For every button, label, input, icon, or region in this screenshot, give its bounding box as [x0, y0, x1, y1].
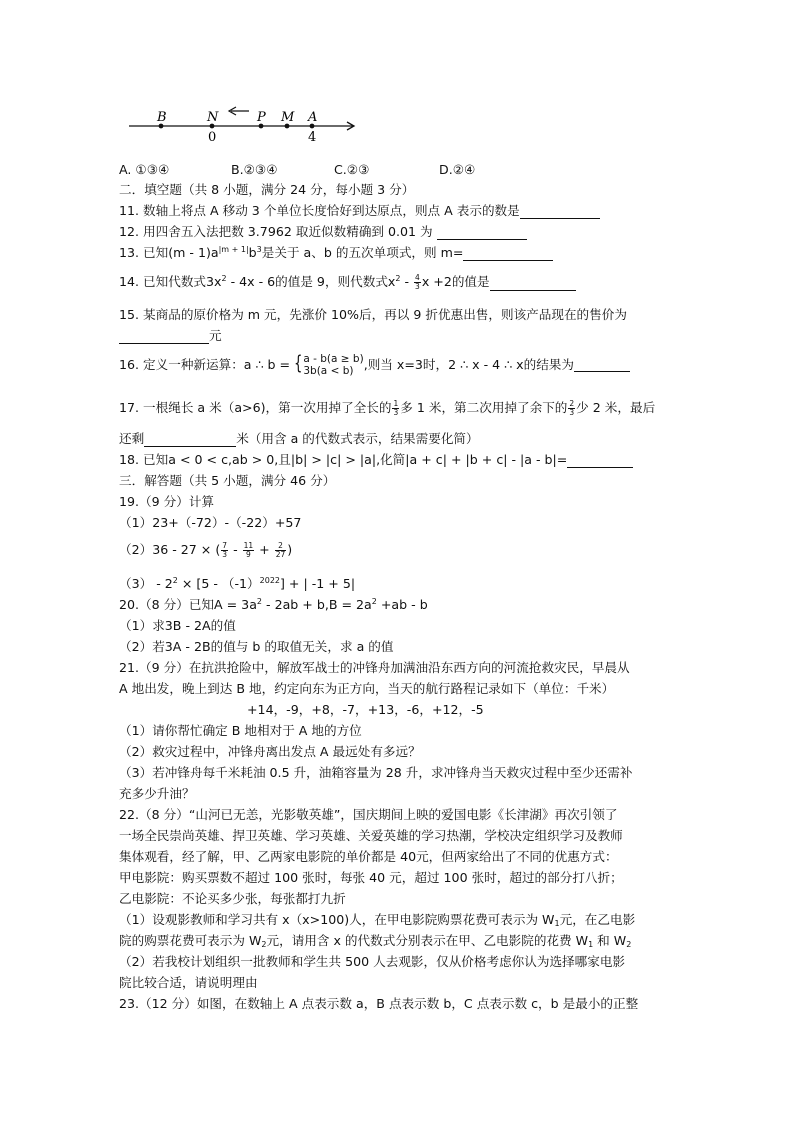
- q13-post: 是关于 a、b 的五次单项式，则 m=: [261, 245, 464, 260]
- tick-zero: 0: [208, 130, 217, 145]
- q14-post: x +2的值是: [421, 274, 490, 289]
- question-21-part2: （2）救灾过程中，冲锋舟离出发点 A 最远处有多远？: [119, 744, 421, 759]
- question-20-part1: （1）求3B - 2A的值: [119, 618, 236, 633]
- q19-f1-den: 3: [222, 550, 228, 559]
- q19-op1: -: [229, 542, 242, 557]
- q12-answer-blank[interactable]: [437, 227, 527, 240]
- q17-f1-den: 3: [393, 408, 399, 417]
- q20-title-pre: 20.（8 分）已知A = 3a: [119, 597, 257, 612]
- q14-answer-blank[interactable]: [490, 278, 576, 291]
- q22-sub-3: 1: [588, 940, 594, 949]
- q13-b: b: [248, 245, 257, 260]
- question-19-part1: （1）23+（-72）-（-22）+57: [119, 515, 302, 530]
- question-19-title: 19.（9 分）计算: [119, 494, 215, 509]
- question-22-line1: 22.（8 分）“山河已无恙，光影敬英雄”，国庆期间上映的爱国电影《长津湖》再次引领了: [119, 807, 618, 822]
- question-21-part3-line2: 充多少升油？: [119, 786, 195, 801]
- q22-p1-line1-end: 元，在乙电影: [559, 912, 636, 927]
- q19-fraction-2: [243, 542, 255, 559]
- question-21-part3-line1: （3）若冲锋舟每千米耗油 0.5 升，油箱容量为 28 升，求冲锋舟当天救灾过程中至少还需补: [119, 765, 633, 780]
- q19-p3-post: ] + | -1 + 5|: [280, 576, 356, 591]
- question-11: [119, 203, 600, 219]
- question-18: [119, 452, 633, 468]
- q15-answer-blank[interactable]: [119, 331, 209, 344]
- question-20-title: [119, 597, 428, 613]
- q17-line2-pre: 还剩: [119, 431, 145, 446]
- q10-options: [119, 162, 476, 178]
- q22-p1-line2-pre: 院的购票花费可表示为 W: [119, 933, 262, 948]
- question-21-line2: A 地出发，晚上到达 B 地，约定向东为正方向，当天的航行路程记录如下（单位：千米）: [119, 681, 615, 696]
- question-22-part2-line2: 院比较合适，请说明理由: [119, 975, 258, 990]
- question-22-line3: 集体观看，经了解，甲、乙两家电影院的单价都是 40元，但两家给出了不同的优惠方式：: [119, 849, 618, 864]
- q19-f2-num: 11: [243, 541, 254, 550]
- label-p: P: [257, 110, 266, 125]
- question-22-part2-line1: （2）若我校计划组织一批教师和学生共 500 人去观影，仅从价格考虑你认为选择哪家电影: [119, 954, 626, 969]
- question-14: [119, 274, 576, 291]
- q22-sub-4: 2: [626, 940, 632, 949]
- q17-f2-num: 2: [569, 399, 575, 408]
- q17-f2-den: 3: [569, 408, 575, 417]
- question-17-line1: [119, 400, 655, 417]
- q17-f1-num: 1: [393, 399, 399, 408]
- q14-minus: -: [400, 274, 414, 289]
- q19-f1-num: 7: [222, 541, 228, 550]
- question-22-line4: 甲电影院：购买票数不超过 100 张时，每张 40 元，超过 100 张时，超过的部分打八折；: [119, 870, 623, 885]
- question-19-part3: [119, 576, 355, 592]
- q19-p2-pre: （2）36 - 27 × (: [119, 542, 221, 557]
- q13-exponent: |m + 1|: [218, 245, 249, 254]
- q20-title-mid: - 2ab + b,B = 2a: [262, 597, 372, 612]
- q14-fraction: [414, 274, 421, 291]
- q17-line2-post: 米（用含 a 的代数式表示，结果需要化简）: [236, 431, 479, 446]
- q14-pre: 14. 已知代数式3x: [119, 274, 222, 289]
- q19-p3-pre: （3） - 2: [119, 576, 173, 591]
- q12-text: 12. 用四舍五入法把数 3.7962 取近似数精确到 0.01 为: [119, 224, 433, 239]
- question-19-part2: [119, 542, 292, 559]
- q22-p1-and: 和 W: [593, 933, 627, 948]
- question-13: [119, 245, 553, 261]
- question-17-line2: [119, 431, 479, 447]
- q18-answer-blank[interactable]: [567, 455, 633, 468]
- q11-text: 11. 数轴上将点 A 移动 3 个单位长度恰好到达原点，则点 A 表示的数是: [119, 203, 520, 218]
- question-22-part1-line1: [119, 912, 635, 928]
- label-a: A: [308, 110, 318, 125]
- question-22-line2: 一场全民崇尚英雄、捍卫英雄、学习英雄、关爱英雄的学习热潮，学校决定组织学习及教师: [119, 828, 623, 843]
- q14-square-1: 2: [221, 274, 227, 283]
- q18-text: 18. 已知a < 0 < c,ab > 0,且|b| > |c| > |a|,化简|a + c| + |b + c| - |a - b|=: [119, 452, 568, 467]
- question-21-line1: 21.（9 分）在抗洪抢险中，解放军战士的冲锋舟加满油沿东西方向的河流抢救灾民，早晨从: [119, 660, 630, 675]
- q17-post: 少 2 米，最后: [576, 400, 656, 415]
- question-15-line2: [119, 328, 222, 344]
- q14-mid: - 4x - 6的值是 9，则代数式x: [226, 274, 396, 289]
- question-20-part2: （2）若3A - 2B的值与 b 的取值无关，求 a 的值: [119, 639, 394, 654]
- q16-case1: a - b(a ≥ b): [303, 353, 364, 365]
- q17-answer-blank[interactable]: [144, 434, 236, 447]
- question-22-line5: 乙电影院：不论买多少张，每张都打九折: [119, 891, 346, 906]
- section3-title: 三．解答题（共 5 小题，满分 46 分）: [119, 473, 336, 488]
- q11-answer-blank[interactable]: [520, 206, 600, 219]
- q15-unit: 元: [209, 328, 222, 343]
- q13-b-exponent: 3: [256, 245, 262, 254]
- q14-square-2: 2: [395, 274, 401, 283]
- q20-square-2: 2: [371, 597, 377, 606]
- q19-p3-square: 2: [172, 576, 178, 585]
- q22-sub-1: 1: [554, 919, 560, 928]
- q19-f3-den: 27: [275, 550, 286, 559]
- tick-four: 4: [308, 130, 317, 145]
- label-b: B: [157, 110, 167, 125]
- q17-fraction-1: [392, 400, 399, 417]
- question-21-record: +14，-9，+8，-7，+13，-6，+12，-5: [247, 702, 484, 717]
- number-line-figure: [125, 104, 365, 146]
- q16-pre: 16. 定义一种新运算：a ∴ b =: [119, 357, 295, 372]
- q22-p1-line2-mid: 元，请用含 x 的代数式分别表示在甲、乙电影院的花费 W: [266, 933, 589, 948]
- q13-answer-blank[interactable]: [463, 248, 553, 261]
- q19-f2-den: 9: [246, 550, 251, 559]
- q16-answer-blank[interactable]: [574, 359, 630, 372]
- option-b: B.②③④: [231, 162, 278, 177]
- q16-case2: 3b(a < b): [303, 365, 354, 377]
- q16-post: ,则当 x=3时，2 ∴ x - 4 ∴ x的结果为: [363, 357, 574, 372]
- q20-title-post: +ab - b: [376, 597, 428, 612]
- q13-pre: 13. 已知(m - 1)a: [119, 245, 219, 260]
- question-21-part1: （1）请你帮忙确定 B 地相对于 A 地的方位: [119, 723, 362, 738]
- q14-frac-num: 4: [415, 273, 420, 282]
- question-23-line1: 23.（12 分）如图，在数轴上 A 点表示数 a，B 点表示数 b，C 点表示数 c，b 是最小的正整: [119, 996, 639, 1011]
- q19-p3-exponent: 2022: [259, 576, 280, 585]
- q16-brace: {: [294, 353, 303, 376]
- question-12: [119, 224, 527, 240]
- question-22-part1-line2: [119, 933, 631, 949]
- q19-op2: +: [255, 542, 274, 557]
- option-d: D.②④: [439, 162, 476, 177]
- q17-fraction-2: [568, 400, 575, 417]
- q19-p3-mid: × [5 - （-1）: [177, 576, 260, 591]
- q17-mid: 多 1 米，第二次用掉了余下的: [400, 400, 568, 415]
- q19-f3-num: 2: [275, 542, 287, 551]
- option-a: A. ①③④: [119, 162, 170, 177]
- q14-frac-den: 3: [415, 282, 420, 291]
- question-16: [119, 350, 630, 380]
- q16-cases: [303, 353, 363, 377]
- section2-title: 二．填空题（共 8 小题，满分 24 分，每小题 3 分）: [119, 182, 415, 197]
- q17-pre: 17. 一根绳长 a 米（a>6)，第一次用掉了全长的: [119, 400, 392, 415]
- question-15-line1: 15. 某商品的原价格为 m 元，先涨价 10%后，再以 9 折优惠出售，则该产品现在的售价为: [119, 307, 627, 322]
- q19-p2-post: ): [287, 542, 293, 557]
- q22-p1-line1: （1）设观影教师和学习共有 x（x>100)人，在甲电影院购票花费可表示为 W: [119, 912, 555, 927]
- q20-square-1: 2: [256, 597, 263, 606]
- label-m: M: [281, 110, 295, 125]
- option-c: C.②③: [334, 162, 370, 177]
- q22-sub-2: 2: [261, 940, 267, 949]
- label-n: N: [207, 110, 219, 125]
- q19-fraction-3: [275, 542, 287, 559]
- q19-fraction-1: [221, 542, 228, 559]
